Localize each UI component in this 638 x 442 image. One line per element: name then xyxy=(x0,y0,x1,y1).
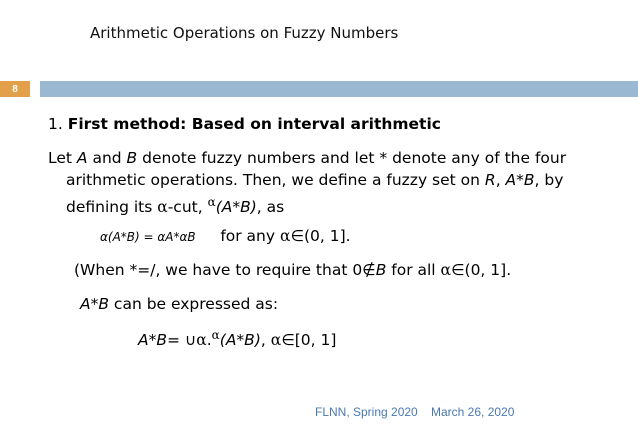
note-text: ∈(0, 1]. xyxy=(451,261,512,279)
label-text: can be expressed as: xyxy=(109,295,279,313)
alpha-superscript: α xyxy=(207,195,216,209)
expr-lhs: A*B xyxy=(138,331,167,350)
formula-lhs: α(A*B) = αA*αB xyxy=(100,230,196,244)
para-text: and xyxy=(87,149,127,167)
formula-range: ∈(0, 1]. xyxy=(290,227,351,245)
division-note xyxy=(74,259,511,281)
footer-date: March 26, 2020 xyxy=(431,405,515,419)
expr-AB: (A*B) xyxy=(219,331,261,350)
formula-tail: for any xyxy=(220,227,280,245)
var-AB: A*B xyxy=(80,295,109,313)
para-line-3 xyxy=(48,191,608,218)
note-text: (When *=/, we have to require that 0∉ xyxy=(74,261,376,279)
alpha-symbol: α xyxy=(196,331,207,350)
var-A: A xyxy=(76,149,88,167)
alpha-symbol: α xyxy=(279,227,291,245)
para-text: , as xyxy=(256,198,285,217)
expr-dot: . xyxy=(206,331,212,350)
para-text: arithmetic operations. Then, we define a fuzzy set on xyxy=(66,171,485,189)
alpha-symbol: α xyxy=(270,331,282,350)
page-number-badge: 8 xyxy=(0,81,30,97)
para-line-2 xyxy=(48,169,608,191)
slide-title: Arithmetic Operations on Fuzzy Numbers xyxy=(90,24,399,42)
definition-paragraph xyxy=(48,147,608,218)
heading-text: First method: Based on interval arithmetic xyxy=(67,115,441,133)
expression-label xyxy=(80,293,278,315)
var-R: R xyxy=(484,171,496,189)
para-text: , xyxy=(495,171,506,189)
para-text: defining its xyxy=(66,198,158,217)
footer-course: FLNN, Spring 2020 xyxy=(315,405,418,419)
expr-range: ∈[0, 1] xyxy=(281,331,337,350)
var-B: B xyxy=(126,149,138,167)
para-text: -cut, xyxy=(167,198,208,217)
alpha-symbol: α xyxy=(440,261,452,279)
union-expression xyxy=(138,324,336,351)
var-B: B xyxy=(375,261,387,279)
var-AB: A*B xyxy=(505,171,535,189)
expr-eq: = ∪ xyxy=(167,331,197,350)
note-text: for all xyxy=(386,261,441,279)
para-text: , by xyxy=(534,171,564,189)
section-heading xyxy=(48,113,441,135)
para-text: denote fuzzy numbers and let * denote any of the four xyxy=(137,149,567,167)
heading-number: 1. xyxy=(48,115,63,133)
alpha-symbol: α xyxy=(157,198,168,217)
alpha-superscript: α xyxy=(211,328,220,342)
var-AB-paren: (A*B) xyxy=(215,198,257,217)
accent-bar xyxy=(40,81,638,97)
expr-sep: , xyxy=(260,331,271,350)
para-text: Let xyxy=(48,149,77,167)
alpha-cut-formula xyxy=(100,225,351,248)
